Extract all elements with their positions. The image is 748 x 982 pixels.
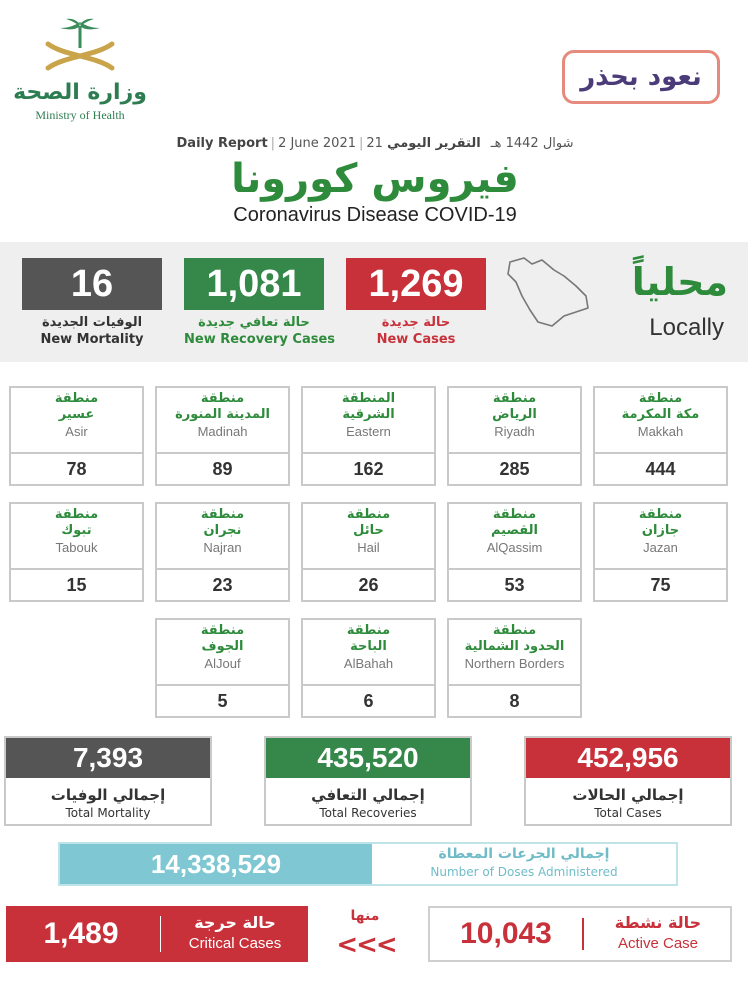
minha-label: منها <box>350 908 380 924</box>
active-cases <box>428 906 732 962</box>
region-card-hail <box>301 502 436 602</box>
region-value: 78 <box>66 459 87 479</box>
new-mortality-label-en: New Mortality <box>40 332 144 347</box>
page-title-en: Coronavirus Disease COVID-19 <box>233 204 517 226</box>
critical-cases <box>6 906 308 962</box>
region-name-en: Asir <box>65 424 88 439</box>
palm-swords-icon <box>30 18 130 80</box>
region-value: 15 <box>66 575 87 595</box>
region-prefix: منطقة <box>638 391 683 406</box>
moh-logo <box>10 18 150 130</box>
region-card-madinah <box>155 386 290 486</box>
region-prefix: منطقة <box>200 623 245 638</box>
region-name-ar: الرياض <box>492 407 537 422</box>
region-card-jazan <box>593 502 728 602</box>
region-value: 26 <box>358 575 379 595</box>
new-recovery-label-ar: حالة تعافي جديدة <box>198 315 310 330</box>
doses-label-en: Number of Doses Administered <box>430 865 618 879</box>
total-cases-value: 452,956 <box>526 738 730 778</box>
region-prefix: منطقة <box>492 391 537 406</box>
total-recoveries-label-ar: إجمالي التعافي <box>311 786 425 804</box>
region-card-tabouk <box>9 502 144 602</box>
doses-value: 14,338,529 <box>60 844 372 884</box>
region-value: 8 <box>509 691 520 711</box>
region-prefix: منطقة <box>54 507 99 522</box>
arrows-left-icon: <<< <box>336 930 396 960</box>
total-mortality-label-ar: إجمالي الوفيات <box>50 786 166 804</box>
region-name-ar: الحدود الشمالية <box>464 639 565 654</box>
region-card-najran <box>155 502 290 602</box>
region-prefix: منطقة <box>492 507 537 522</box>
region-value: 53 <box>504 575 525 595</box>
region-name-ar: مكة المكرمة <box>621 407 700 422</box>
divider <box>160 916 161 952</box>
region-name-en: Tabouk <box>55 540 98 555</box>
date-hijri: 21 شوال 1442 هـ <box>366 136 574 151</box>
region-name-en: AlJouf <box>204 656 241 671</box>
campaign-text: نعود بحذر <box>580 62 702 92</box>
critical-value: 1,489 <box>43 917 119 950</box>
active-value: 10,043 <box>460 917 552 950</box>
total-cases-card <box>524 736 732 826</box>
region-prefix: المنطقة <box>341 391 396 406</box>
region-name-ar: المدينة المنورة <box>175 407 270 422</box>
moh-name-en: Ministry of Health <box>35 108 125 122</box>
region-prefix: منطقة <box>200 507 245 522</box>
region-name-en: Jazan <box>643 540 678 555</box>
region-name-ar: الجوف <box>201 639 244 654</box>
region-name-ar: القصيم <box>490 523 538 538</box>
total-recoveries-card <box>264 736 472 826</box>
critical-label-ar: حالة حرجة <box>194 913 276 932</box>
new-cases-label-ar: حالة جديدة <box>381 315 451 330</box>
doses-label-ar: إجمالي الجرعات المعطاة <box>438 846 610 862</box>
region-value: 6 <box>363 691 374 711</box>
region-name-ar: الباحة <box>350 639 387 654</box>
region-name-ar: تبوك <box>61 523 92 538</box>
region-name-en: AlQassim <box>486 540 543 555</box>
region-card-makkah <box>593 386 728 486</box>
region-name-en: Najran <box>203 540 242 555</box>
region-name-ar: حائل <box>353 523 384 538</box>
region-name-en: Eastern <box>346 424 391 439</box>
region-value: 89 <box>212 459 233 479</box>
region-name-en: Makkah <box>637 424 684 439</box>
total-cases-label-en: Total Cases <box>594 806 662 820</box>
moh-name-ar: وزارة الصحة <box>13 80 147 105</box>
active-label-en: Active Case <box>617 935 699 952</box>
region-card-northern-borders <box>447 618 582 718</box>
region-card-albahah <box>301 618 436 718</box>
campaign-badge <box>562 50 720 104</box>
locally-title-en: Locally <box>649 314 724 341</box>
total-mortality-value: 7,393 <box>6 738 210 778</box>
region-name-ar: نجران <box>203 523 242 538</box>
new-recovery-value: 1,081 <box>184 258 324 310</box>
page-title-ar: فيروس كورونا <box>231 156 519 202</box>
region-prefix: منطقة <box>638 507 683 522</box>
region-name-ar: عسير <box>58 407 95 422</box>
region-name-en: AlBahah <box>343 656 394 671</box>
region-name-en: Madinah <box>197 424 248 439</box>
new-cases-value: 1,269 <box>346 258 486 310</box>
daily-report-en: Daily Report <box>176 136 268 151</box>
daily-report-line: Daily Report | 2 June 2021 | 21 شوال 1442 هـ التقرير اليومي <box>176 136 574 151</box>
total-mortality-card <box>4 736 212 826</box>
active-label-ar: حالة نشطة <box>614 913 702 932</box>
total-recoveries-value: 435,520 <box>266 738 470 778</box>
divider <box>582 918 584 950</box>
region-name-en: Northern Borders <box>464 656 565 671</box>
region-card-riyadh <box>447 386 582 486</box>
region-name-ar: الشرقية <box>342 407 395 422</box>
region-value: 5 <box>217 691 228 711</box>
locally-title-ar: محلياً <box>631 260 728 304</box>
new-mortality-value: 16 <box>22 258 162 310</box>
daily-report-ar: التقرير اليومي <box>387 136 481 151</box>
region-prefix: منطقة <box>346 623 391 638</box>
region-name-en: Hail <box>357 540 380 555</box>
total-cases-label-ar: إجمالي الحالات <box>572 786 684 804</box>
new-mortality-label-ar: الوفيات الجديدة <box>41 315 143 330</box>
region-value: 75 <box>650 575 671 595</box>
new-cases-stat <box>346 258 486 348</box>
date-gregorian: 2 June 2021 <box>278 136 356 151</box>
region-prefix: منطقة <box>346 507 391 522</box>
new-recovery-label-en: New Recovery Cases <box>184 332 336 347</box>
total-recoveries-label-en: Total Recoveries <box>319 806 417 820</box>
region-value: 23 <box>212 575 233 595</box>
critical-label-en: Critical Cases <box>188 935 282 952</box>
new-mortality-stat <box>22 258 162 348</box>
region-name-ar: جازان <box>641 523 680 538</box>
region-card-eastern <box>301 386 436 486</box>
total-mortality-label-en: Total Mortality <box>65 806 151 820</box>
region-name-en: Riyadh <box>494 424 535 439</box>
region-card-aljouf <box>155 618 290 718</box>
region-card-asir <box>9 386 144 486</box>
doses-administered <box>58 842 678 886</box>
region-value: 285 <box>499 459 530 479</box>
region-prefix: منطقة <box>200 391 245 406</box>
new-recovery-stat <box>184 258 336 348</box>
region-card-alqassim <box>447 502 582 602</box>
region-value: 162 <box>353 459 384 479</box>
region-value: 444 <box>645 459 676 479</box>
saudi-map-icon <box>498 252 594 332</box>
region-prefix: منطقة <box>492 623 537 638</box>
region-prefix: منطقة <box>54 391 99 406</box>
new-cases-label-en: New Cases <box>376 332 456 347</box>
